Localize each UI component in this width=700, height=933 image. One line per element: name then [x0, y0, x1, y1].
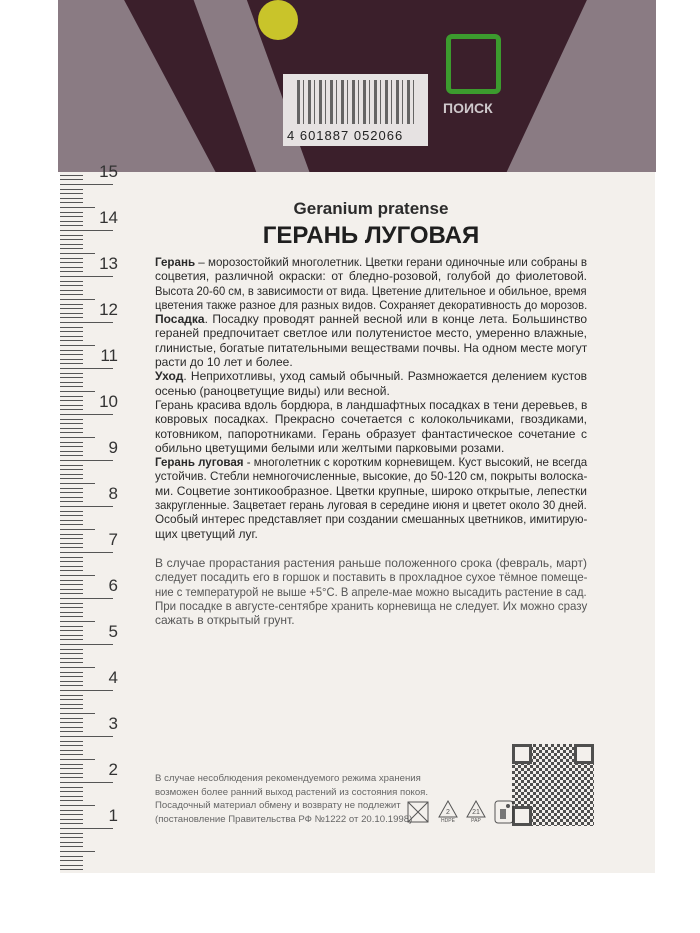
ruler-tick [60, 750, 83, 751]
ruler-number: 10 [99, 392, 118, 411]
plant-name: ГЕРАНЬ ЛУГОВАЯ [262, 222, 480, 249]
section-heading: Уход [155, 369, 184, 384]
ruler-number: 14 [99, 208, 118, 227]
recycle-pap-icon [466, 800, 486, 824]
recycle-hdpe-icon [438, 800, 458, 824]
text-segment: сажать в открытый грунт. [155, 613, 295, 628]
ruler-tick [60, 846, 83, 847]
ruler-tick [60, 796, 83, 797]
ruler-tick [60, 736, 113, 737]
storage-note [155, 556, 587, 627]
ruler-tick [60, 478, 83, 479]
ruler-number: 9 [108, 438, 118, 457]
text-line [155, 355, 587, 369]
text-line [155, 341, 586, 355]
ruler-tick [60, 285, 83, 286]
text-line [155, 527, 587, 541]
ruler-tick [60, 787, 83, 788]
text-segment: . Неприхотливы, уход самый обычный. Размножается делением кустов [183, 369, 587, 384]
text-line [155, 441, 587, 455]
recycle-label: HDPE [441, 818, 455, 824]
ruler-tick [60, 741, 83, 742]
packet-front-top [58, 0, 656, 172]
ruler-tick [60, 244, 83, 245]
ruler-number: 5 [108, 622, 118, 641]
text-segment: - многолетник с коротким корневищем. Куст высокий, не всегда [243, 455, 588, 470]
ruler-tick [60, 230, 113, 231]
text-line [155, 427, 587, 441]
ruler-tick [60, 193, 83, 194]
ruler-tick [60, 800, 83, 801]
text-segment: осенью (раноцветущие виды) или весной. [155, 383, 390, 398]
ruler-number: 8 [108, 484, 118, 503]
text-segment: Особый интерес представляет при создании смешанных цветников, имитирую- [155, 512, 588, 527]
ruler-number: 11 [100, 346, 118, 365]
ruler-number: 4 [108, 668, 118, 687]
ruler-tick [60, 414, 113, 415]
ruler-tick [60, 202, 83, 203]
ruler-tick [60, 566, 83, 567]
text-segment: гераней предпочитает светлое или полутенистое место, умеренно влажные, [155, 326, 587, 341]
ruler-tick [60, 184, 113, 185]
ruler-tick [60, 340, 83, 341]
ruler-tick [60, 520, 83, 521]
ruler-tick [60, 276, 113, 277]
text-line [155, 598, 588, 613]
ruler-tick [60, 860, 83, 861]
ruler-number: 2 [108, 760, 118, 779]
ruler-tick [60, 189, 83, 190]
text-segment: следует посадить его в горшок и поставить в прохладное сухое тёмное помеще- [155, 570, 588, 585]
barcode [283, 74, 428, 146]
ruler-tick [60, 377, 83, 378]
ruler-tick [60, 327, 83, 328]
ruler-tick [60, 612, 83, 613]
ruler-tick [60, 833, 83, 834]
ruler-tick [60, 474, 83, 475]
ruler-number: 15 [99, 162, 118, 181]
text-segment: расти до 10 лет и более. [155, 355, 293, 370]
ruler-tick [60, 506, 113, 507]
ruler-tick [60, 239, 83, 240]
footer-line: В случае несоблюдения рекомендуемого режима хранения [155, 773, 421, 784]
ruler-tick [60, 704, 83, 705]
ruler-tick [60, 331, 83, 332]
text-line [155, 512, 588, 527]
text-segment: глинистые, богатые питательными веществами почвы. На одном месте могут [155, 340, 588, 355]
text-segment: ковровых посадках. Прекрасно сочетается с колокольчиками, гвоздиками, [155, 412, 587, 427]
brand-name: ПОИСК [443, 100, 493, 116]
ruler-tick [60, 557, 83, 558]
ruler-tick [60, 649, 83, 650]
ruler-tick [60, 432, 83, 433]
ruler-tick [60, 552, 113, 553]
recycle-label: PAP [471, 818, 481, 824]
ruler-tick [60, 524, 83, 525]
ruler-tick [60, 869, 83, 870]
ruler-tick [60, 837, 83, 838]
ruler-tick [60, 570, 83, 571]
footer-line: (постановление Правительства РФ №1222 от 20.10.1998) [155, 813, 413, 825]
text-line [155, 312, 587, 326]
ruler-tick [60, 322, 113, 323]
qr-code [512, 744, 594, 826]
ruler-tick [60, 469, 83, 470]
ruler-tick [60, 653, 83, 654]
ruler [60, 0, 130, 873]
description [155, 255, 587, 541]
text-line [155, 398, 586, 412]
ruler-tick [60, 662, 83, 663]
ruler-tick [60, 248, 83, 249]
ruler-tick [60, 281, 83, 282]
ruler-tick [60, 658, 83, 659]
text-line [155, 484, 587, 498]
ruler-tick [60, 460, 113, 461]
ruler-tick [60, 842, 83, 843]
ruler-tick [60, 745, 83, 746]
ruler-tick [60, 708, 83, 709]
text-segment: . Посадку проводят ранней весной или в конце лета. Большинство [204, 312, 587, 327]
ruler-number: 12 [99, 300, 118, 319]
text-line [155, 584, 587, 599]
ruler-tick [60, 465, 83, 466]
ruler-number: 13 [99, 254, 118, 273]
text-segment: щих цветущий луг. [155, 526, 258, 541]
trash-bin-icon [494, 800, 514, 824]
ruler-tick [60, 865, 83, 866]
ruler-tick [60, 607, 83, 608]
text-segment: устойчив. Стебли немногочисленные, высокие, до 50-120 см, покрыты волоска- [155, 469, 588, 484]
text-segment: соцветия, различной окраски: от бледно-розовой, голубой до фиолетовой. [155, 269, 587, 284]
ruler-number: 1 [108, 806, 118, 825]
text-line [155, 412, 587, 426]
no-food-contact-icon [406, 800, 430, 824]
text-segment: При посадке в августе-сентябре хранить корневища не следует. Их можно сразу [155, 598, 588, 613]
ruler-tick [60, 695, 83, 696]
ruler-number: 3 [108, 714, 118, 733]
text-segment: В случае прорастания растения раньше положенного срока (февраль, март) [155, 556, 587, 570]
text-line [155, 326, 587, 340]
text-line [155, 283, 587, 298]
text-segment: котовником, папоротниками. Герань образует фантастическое сочетание с [155, 426, 587, 441]
ruler-tick [60, 198, 83, 199]
ruler-tick [60, 603, 83, 604]
flower-image [258, 0, 298, 40]
text-line [155, 498, 587, 513]
ruler-tick [60, 699, 83, 700]
text-segment: ние с температурой не выше +5°С. В апреле-мае можно высадить растение в сад. [155, 584, 587, 599]
barcode-number: 4 601887 052066 [287, 128, 404, 143]
text-line [155, 570, 588, 585]
ruler-tick [60, 373, 83, 374]
ruler-tick [60, 856, 83, 857]
ruler-tick [60, 511, 83, 512]
text-line [155, 255, 588, 269]
barcode-bars [297, 80, 415, 124]
ruler-tick [60, 791, 83, 792]
ruler-tick [60, 235, 83, 236]
footer-note [155, 772, 428, 826]
text-line [155, 556, 587, 570]
section-heading: Герань луговая [155, 455, 244, 470]
packaging-icons [406, 800, 514, 824]
recycle-code: 21 [472, 809, 480, 816]
ruler-tick [60, 386, 83, 387]
ruler-tick [60, 782, 113, 783]
text-segment: Высота 20-60 см, в зависимости от вида. Цветение длительное и обильное, время [155, 283, 587, 298]
footer-line: Посадочный материал обмену и возврату не подлежит [155, 800, 401, 811]
text-line [155, 384, 587, 398]
text-line [155, 269, 587, 283]
ruler-number: 6 [108, 576, 118, 595]
plastic-wrap [500, 0, 656, 172]
text-line [155, 369, 587, 383]
ruler-number: 7 [108, 530, 118, 549]
text-segment: обильно цветущими белыми или желтыми парковыми розами. [155, 440, 505, 455]
footer-line: возможен более ранний выход растений из состояния покоя. [155, 786, 429, 798]
ruler-tick [60, 616, 83, 617]
ruler-tick [60, 561, 83, 562]
ruler-tick [60, 690, 113, 691]
ruler-tick [60, 598, 113, 599]
text-segment: закругленные. Зацветает герань луговая в середине июня и цветет около 30 дней. [155, 498, 587, 513]
ruler-tick [60, 368, 113, 369]
recycle-code: 2 [446, 809, 450, 816]
text-line [155, 613, 587, 627]
latin-name: Geranium pratense [293, 199, 449, 218]
text-segment: ми. Соцветие зонтикообразное. Цветки крупные, широко открытые, лепестки [155, 483, 587, 498]
text-segment: цветения также разное для разных видов. Сохраняет декоративность до морозов. [155, 297, 588, 312]
ruler-tick [60, 515, 83, 516]
ruler-tick [60, 851, 95, 852]
ruler-tick [60, 828, 113, 829]
ruler-tick [60, 382, 83, 383]
section-heading: Герань [155, 255, 196, 269]
section-heading: Посадка [155, 312, 205, 327]
text-line [155, 455, 588, 470]
text-line [155, 469, 588, 484]
ruler-tick [60, 428, 83, 429]
text-line [155, 297, 588, 312]
ruler-tick [60, 336, 83, 337]
ruler-tick [60, 754, 83, 755]
brand-logo-icon [446, 34, 501, 94]
ruler-tick [60, 290, 83, 291]
ruler-tick [60, 419, 83, 420]
ruler-tick [60, 644, 113, 645]
text-segment: Герань красива вдоль бордюра, в ландшафтных посадках в тени деревьев, в [155, 397, 588, 412]
ruler-tick [60, 423, 83, 424]
ruler-tick [60, 294, 83, 295]
text-segment: – морозостойкий многолетник. Цветки герани одиночные или собраны в [195, 255, 588, 269]
